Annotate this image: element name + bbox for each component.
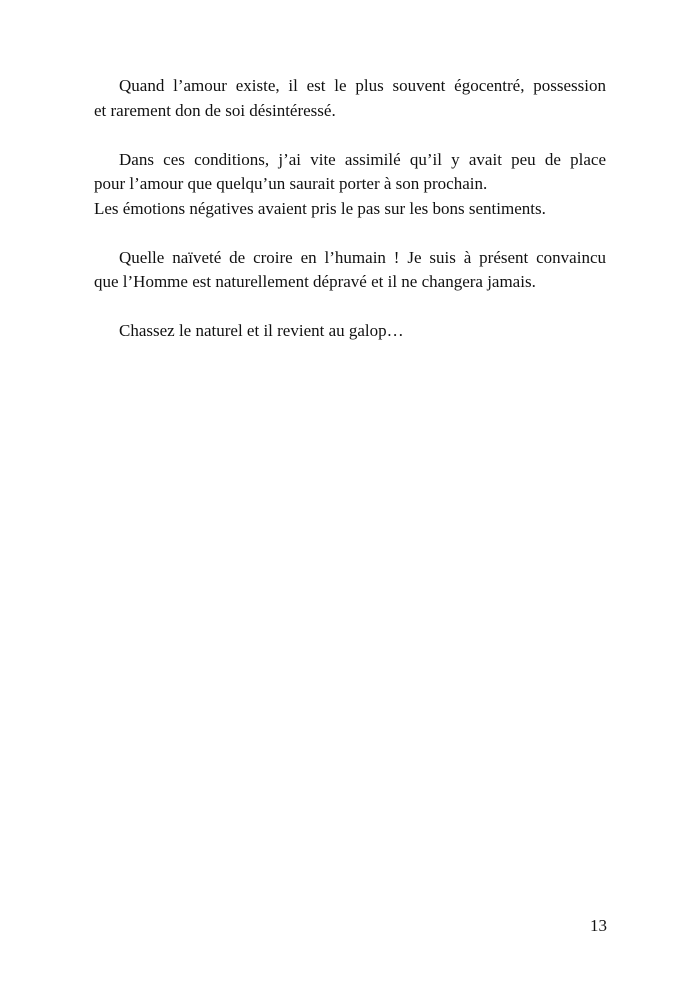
- paragraph-1-line-1: Quand l’amour existe, il est le plus souvent égocentré, possession: [119, 76, 606, 95]
- body-text: [94, 74, 606, 368]
- paragraph-3-line-2: que l’Homme est naturellement dépravé et il ne changera jamais.: [94, 272, 536, 291]
- paragraph-3-line-1: Quelle naïveté de croire en l’humain ! Je suis à présent convaincu: [119, 247, 606, 267]
- paragraph-2-line-2: pour l’amour que quelqu’un saurait porter à son prochain.: [94, 174, 488, 193]
- paragraph-1: [94, 74, 606, 123]
- page-number: 13: [590, 916, 607, 935]
- paragraph-2: [94, 148, 606, 222]
- paragraph-4: [94, 319, 606, 344]
- paragraph-2-line-3: Les émotions négatives avaient pris le pas sur les bons sentiments.: [94, 198, 546, 218]
- paragraph-3: [94, 246, 606, 295]
- paragraph-4-line-1: Chassez le naturel et il revient au galop…: [119, 321, 404, 340]
- paragraph-2-line-1: Dans ces conditions, j’ai vite assimilé qu’il y avait peu de place: [119, 149, 606, 169]
- paragraph-1-line-2: et rarement don de soi désintéressé.: [94, 100, 336, 120]
